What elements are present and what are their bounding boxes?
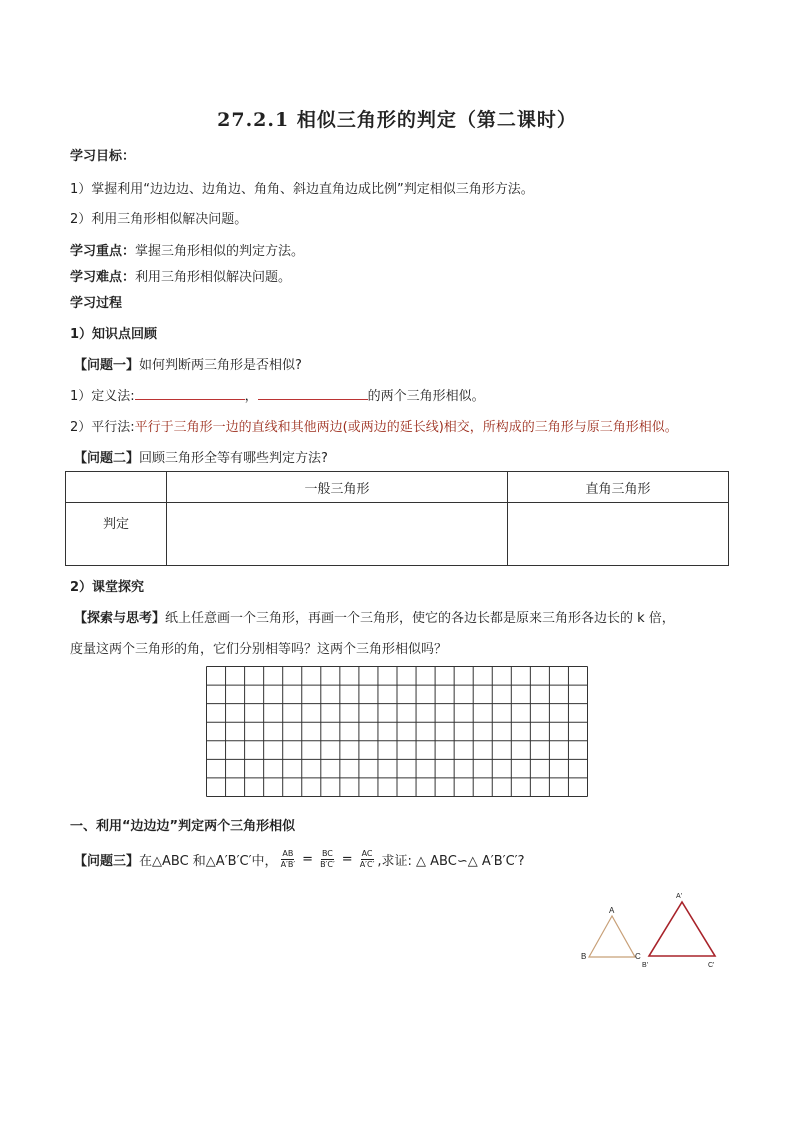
definition-suffix: 的两个三角形相似。 bbox=[367, 389, 485, 404]
table-header-general: 一般三角形 bbox=[167, 472, 508, 503]
definition-blank-1[interactable] bbox=[135, 387, 245, 400]
objective-1: 1）掌握利用“边边边、边角边、角角、斜边直角边成比例”判定相似三角形方法。 bbox=[70, 182, 534, 197]
definition-method bbox=[70, 385, 485, 404]
objective-2: 2）利用三角形相似解决问题。 bbox=[70, 212, 248, 227]
criteria-table bbox=[65, 471, 729, 566]
drawing-grid[interactable] bbox=[206, 666, 588, 797]
definition-prefix: 1）定义法: bbox=[70, 389, 135, 404]
question-3-suffix: ,求证: △ ABC∽△ A′B′C′? bbox=[377, 853, 525, 869]
label-a-prime: A' bbox=[676, 893, 683, 900]
page-title: 27.2.1 相似三角形的判定（第二课时） bbox=[217, 109, 577, 131]
difficulty-text: 利用三角形相似解决问题。 bbox=[135, 270, 292, 285]
question-1-tag: 【问题一】 bbox=[74, 358, 140, 373]
explore-line-1 bbox=[74, 607, 675, 626]
question-3 bbox=[74, 842, 525, 876]
fraction-bc-denominator: B′C′ bbox=[320, 859, 335, 869]
triangle-a-prime-b-prime-c-prime bbox=[649, 902, 715, 956]
difficulty-label: 学习难点： bbox=[70, 270, 136, 285]
label-a: A bbox=[609, 906, 615, 915]
equals-sign-1: = bbox=[302, 851, 314, 867]
fraction-ac bbox=[360, 849, 375, 870]
fraction-bc bbox=[320, 849, 335, 870]
question-1-text: 如何判断两三角形是否相似? bbox=[139, 358, 302, 373]
table-cell-general[interactable] bbox=[167, 503, 508, 566]
parallel-prefix: 2）平行法: bbox=[70, 420, 135, 435]
explore-line-2: 度量这两个三角形的角，它们分别相等吗？这两个三角形相似吗？ bbox=[70, 642, 448, 657]
triangles-figure bbox=[575, 885, 725, 975]
label-c: C bbox=[635, 952, 641, 961]
fraction-ab-denominator: A′B′ bbox=[280, 859, 296, 869]
triangle-abc bbox=[589, 916, 635, 957]
key-point-label: 学习重点： bbox=[70, 244, 136, 259]
table-corner-cell bbox=[66, 472, 167, 503]
table-row-label: 判定 bbox=[66, 503, 167, 566]
explore-tag: 【探索与思考】 bbox=[74, 611, 166, 626]
section-1-heading: 一、利用“边边边”判定两个三角形相似 bbox=[70, 819, 296, 834]
label-b: B bbox=[581, 952, 587, 961]
table-row bbox=[66, 503, 729, 566]
parallel-method bbox=[70, 416, 678, 435]
question-1 bbox=[74, 354, 302, 373]
question-2-text: 回顾三角形全等有哪些判定方法? bbox=[139, 451, 328, 466]
question-3-prefix: 在△ABC 和△A′B′C′中， bbox=[139, 853, 278, 869]
parallel-text: 平行于三角形一边的直线和其他两边(或两边的延长线)相交，所构成的三角形与原三角形相似。 bbox=[134, 420, 678, 435]
objectives-heading: 学习目标： bbox=[70, 149, 136, 164]
table-header-row bbox=[66, 472, 729, 503]
label-c-prime: C' bbox=[708, 962, 715, 969]
fraction-ab bbox=[281, 849, 296, 870]
key-point-text: 掌握三角形相似的判定方法。 bbox=[135, 244, 305, 259]
table-header-right: 直角三角形 bbox=[508, 472, 729, 503]
explore-heading: 2）课堂探究 bbox=[70, 580, 145, 595]
equals-sign-2: = bbox=[341, 851, 353, 867]
fraction-bc-numerator: BC bbox=[321, 848, 333, 858]
label-b-prime: B' bbox=[642, 962, 649, 969]
explore-text-1: 纸上任意画一个三角形，再画一个三角形，使它的各边长都是原来三角形各边长的 k 倍， bbox=[165, 611, 675, 626]
definition-sep: ， bbox=[244, 389, 258, 404]
table-cell-right[interactable] bbox=[508, 503, 729, 566]
definition-blank-2[interactable] bbox=[258, 387, 368, 400]
process-heading: 学习过程 bbox=[70, 296, 123, 311]
question-2-tag: 【问题二】 bbox=[74, 451, 140, 466]
difficulty bbox=[70, 266, 291, 285]
fraction-ac-numerator: AC bbox=[361, 848, 373, 858]
question-3-tag: 【问题三】 bbox=[74, 853, 140, 869]
review-heading: 1）知识点回顾 bbox=[70, 327, 158, 342]
fraction-ac-denominator: A′C′ bbox=[359, 859, 375, 869]
key-point bbox=[70, 240, 304, 259]
question-2 bbox=[74, 447, 328, 466]
fraction-ab-numerator: AB bbox=[282, 848, 294, 858]
